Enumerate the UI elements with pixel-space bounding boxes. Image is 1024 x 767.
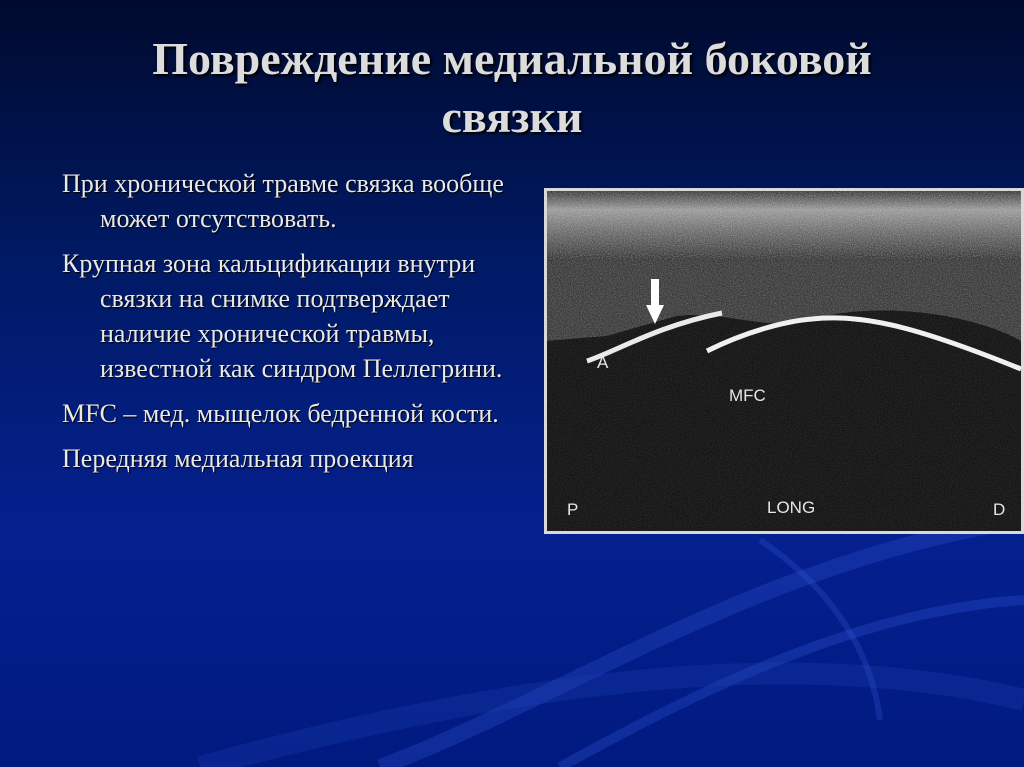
slide-body bbox=[62, 166, 532, 486]
label-p: P bbox=[567, 500, 579, 519]
paragraph-calcification: Крупная зона кальцификации внутри связки на снимке подтверждает наличие хронической травмы, известной как синдром Пеллегрини. bbox=[62, 249, 503, 383]
paragraph-mfc-definition: MFC – мед. мыщелок бедренной кости. bbox=[62, 399, 499, 428]
paragraph-chronic-trauma: При хронической травме связка вообще может отсутствовать. bbox=[62, 169, 504, 233]
label-long: LONG bbox=[767, 498, 816, 517]
title-line-1: Повреждение медиальной боковой bbox=[152, 33, 872, 84]
label-d: D bbox=[993, 500, 1006, 519]
paragraph-projection: Передняя медиальная проекция bbox=[62, 444, 414, 473]
ultrasound-image bbox=[544, 188, 1024, 534]
slide-title bbox=[40, 30, 984, 146]
label-mfc: MFC bbox=[729, 386, 766, 405]
ultrasound-scan bbox=[547, 191, 1021, 531]
label-a: A bbox=[597, 353, 609, 372]
title-line-2: связки bbox=[441, 91, 583, 142]
